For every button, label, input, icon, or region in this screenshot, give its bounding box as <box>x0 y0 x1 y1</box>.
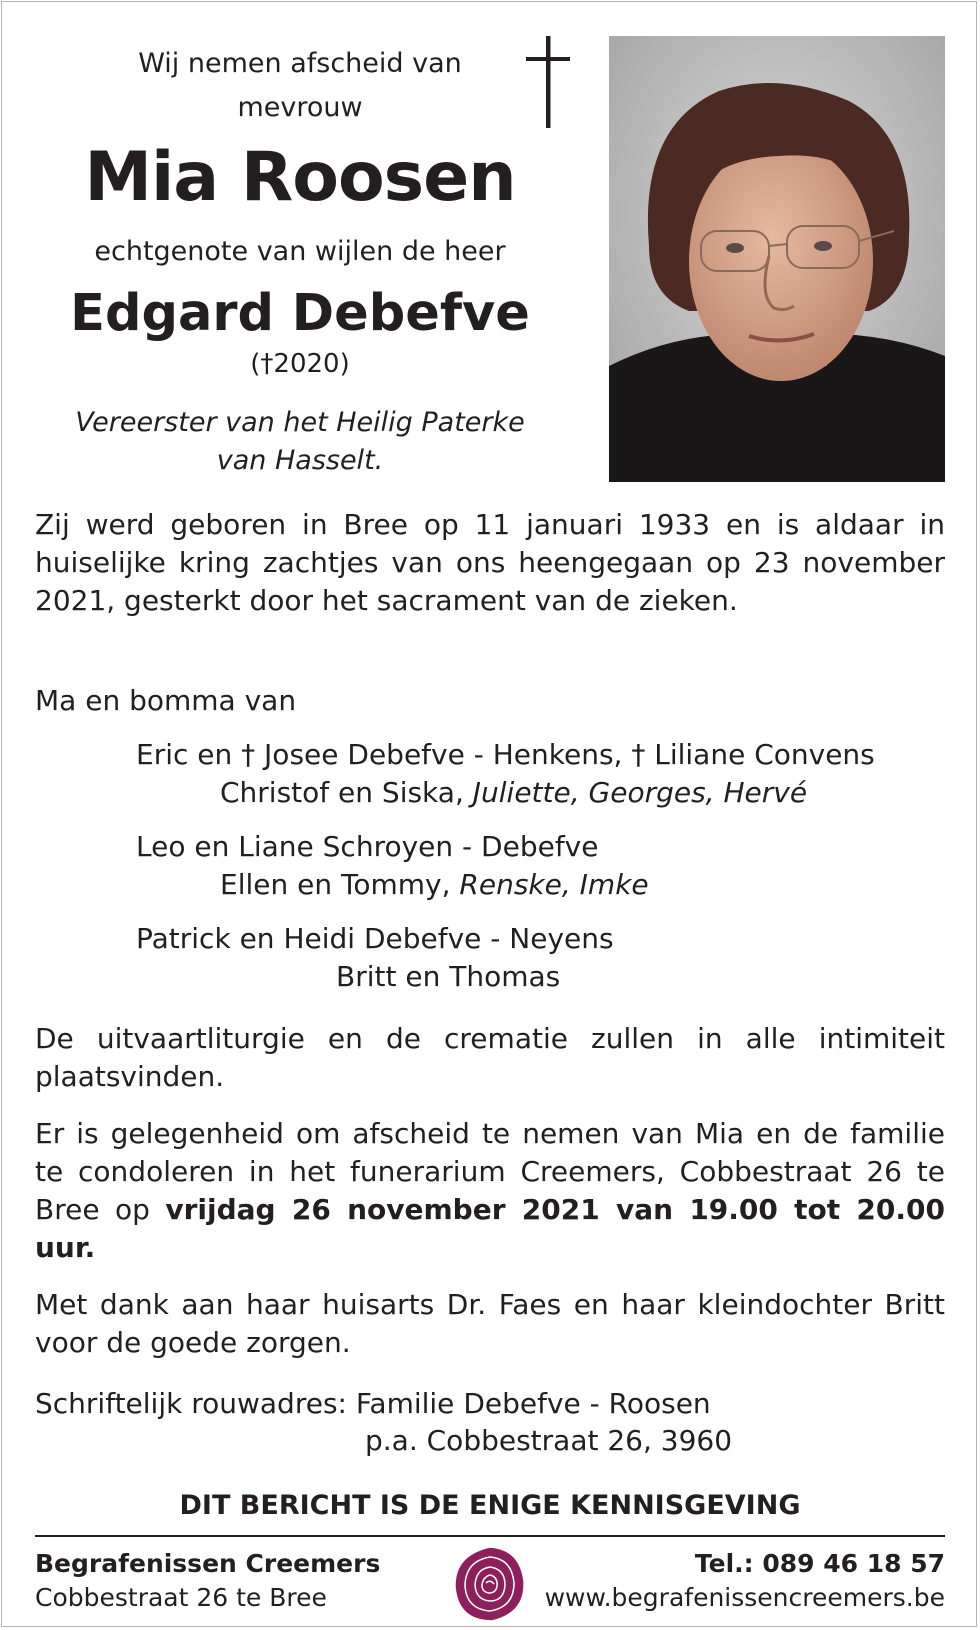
birth-death-paragraph: Zij werd geboren in Bree op 11 januari 1933 en is aldaar in huiselijke kring zachtjes van ons heengegaan op 23 november 2021, gesterkt door het sacrament van de zieken. <box>35 508 945 617</box>
cross-icon <box>526 36 570 128</box>
family-children <box>136 958 614 996</box>
family-intro: Ma en bomma van <box>35 684 297 717</box>
devotion <box>40 404 560 480</box>
family-children-names: Christof en Siska, <box>220 776 464 809</box>
devotion-line-1: Vereerster van het Heilig Paterke <box>75 407 525 438</box>
family-children-names: Ellen en Tommy, <box>220 868 451 901</box>
website-link[interactable]: www.begrafenissencreemers.be <box>544 1583 945 1612</box>
visitation-paragraph <box>35 1115 945 1267</box>
intro <box>70 42 530 130</box>
family-children <box>136 774 875 812</box>
family-parents: Eric en † Josee Debefve - Henkens, † Liliane Convens <box>136 738 875 771</box>
family-parents: Leo en Liane Schroyen - Debefve <box>136 830 599 863</box>
family-grandchildren: Renske, Imke <box>459 868 649 901</box>
mourning-address: Schriftelijk rouwadres: Familie Debefve - Roosen <box>35 1387 711 1420</box>
family-parents: Patrick en Heidi Debefve - Neyens <box>136 922 614 955</box>
husband-death-year: (†2020) <box>250 349 350 379</box>
family-children <box>136 866 649 904</box>
company-name: Begrafenissen Creemers <box>35 1549 381 1578</box>
family-children-names: Britt en Thomas <box>336 960 561 993</box>
visitation-text: Er is gelegenheid om afscheid te nemen van Mia en de familie te condoleren in het funerarium Creemers, Cobbestraat 26 te Bree op <box>35 1117 945 1226</box>
company-address: Cobbestraat 26 te Bree <box>35 1583 327 1612</box>
mourning-address-street: p.a. Cobbestraat 26, 3960 <box>365 1424 733 1457</box>
family-group <box>136 920 614 996</box>
intro-line-1: Wij nemen afscheid van <box>138 48 462 79</box>
liturgy-paragraph: De uitvaartliturgie en de crematie zullen in alle intimiteit plaatsvinden. <box>35 1022 945 1093</box>
thanks-paragraph: Met dank aan haar huisarts Dr. Faes en haar kleindochter Britt voor de goede zorgen. <box>35 1288 945 1359</box>
visitation-datetime: vrijdag 26 november 2021 van 19.00 tot 20.00 uur. <box>35 1193 946 1264</box>
family-group <box>136 828 649 904</box>
footer-divider <box>35 1535 945 1537</box>
deceased-name: Mia Roosen <box>84 138 516 217</box>
devotion-line-2: van Hasselt. <box>216 445 384 476</box>
husband-name: Edgard Debefve <box>70 284 530 343</box>
rose-logo-icon <box>450 1543 530 1625</box>
portrait-photo <box>609 36 945 482</box>
family-grandchildren: Juliette, Georges, Hervé <box>472 776 808 809</box>
intro-line-2: mevrouw <box>237 92 363 123</box>
family-group <box>136 736 875 812</box>
sole-notice: DIT BERICHT IS DE ENIGE KENNISGEVING <box>179 1490 801 1521</box>
relation-line: echtgenote van wijlen de heer <box>94 236 506 267</box>
phone-number: Tel.: 089 46 18 57 <box>694 1549 945 1578</box>
